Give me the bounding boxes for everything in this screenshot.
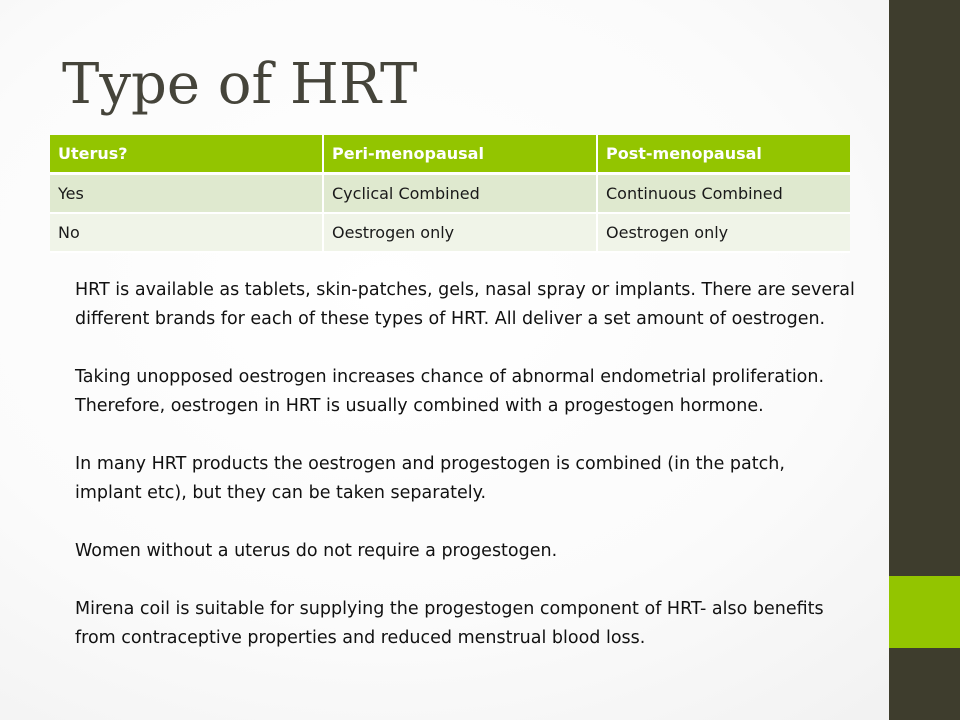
table-row bbox=[50, 213, 850, 252]
slide-title: Type of HRT bbox=[62, 52, 418, 117]
header-uterus: Uterus? bbox=[50, 135, 323, 174]
header-peri-menopausal: Peri-menopausal bbox=[323, 135, 597, 174]
paragraph-formats: HRT is available as tablets, skin-patches, gels, nasal spray or implants. There are several different brands for each of these types of HRT. All deliver a set amount of oestrogen. bbox=[75, 280, 855, 329]
cell-post: Oestrogen only bbox=[597, 213, 850, 252]
paragraph-combined-products: In many HRT products the oestrogen and progestogen is combined (in the patch, implant etc), but they can be taken separately. bbox=[75, 454, 785, 503]
green-accent-block bbox=[889, 576, 960, 648]
cell-post: Continuous Combined bbox=[597, 174, 850, 214]
table-header-row bbox=[50, 135, 850, 174]
cell-peri: Oestrogen only bbox=[323, 213, 597, 252]
header-post-menopausal: Post-menopausal bbox=[597, 135, 850, 174]
body-text bbox=[75, 276, 855, 653]
paragraph-mirena-coil: Mirena coil is suitable for supplying the progestogen component of HRT- also benefits from contraceptive properties and reduced menstrual blood loss. bbox=[75, 599, 824, 648]
hrt-type-table bbox=[50, 135, 850, 253]
paragraph-no-uterus: Women without a uterus do not require a progestogen. bbox=[75, 541, 558, 561]
cell-uterus: No bbox=[50, 213, 323, 252]
paragraph-unopposed-oestrogen: Taking unopposed oestrogen increases chance of abnormal endometrial proliferation. Therefore, oestrogen in HRT is usually combined with a progestogen hormone. bbox=[75, 367, 825, 416]
cell-uterus: Yes bbox=[50, 174, 323, 214]
table-row bbox=[50, 174, 850, 214]
cell-peri: Cyclical Combined bbox=[323, 174, 597, 214]
